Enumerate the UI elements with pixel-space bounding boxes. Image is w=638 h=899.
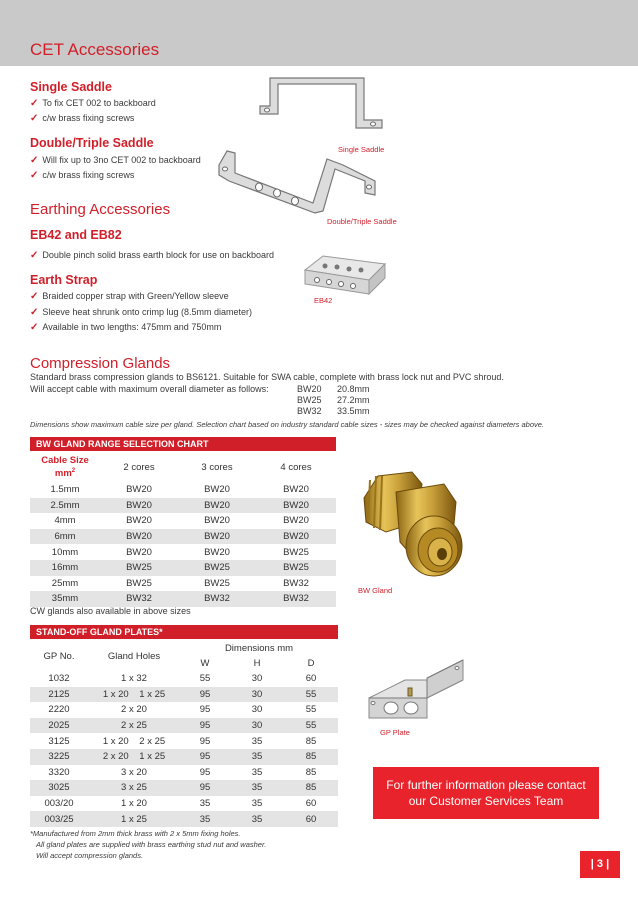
- gp-cell-number: 1032: [48, 673, 70, 685]
- bw-cell-gland: BW20: [256, 529, 336, 545]
- single-saddle-bullet-1: ✓ To fix CET 002 to backboard: [30, 98, 156, 109]
- gp-cell-w: 95: [199, 704, 211, 716]
- gland-size-2: 27.2mm: [337, 395, 370, 405]
- bw-cell-size: 35mm: [30, 591, 100, 607]
- gp-cell-holes: 2 x 25: [88, 718, 180, 734]
- gland-code-1: BW20: [297, 384, 322, 394]
- gp-cell-holes: 1 x 20 1 x 25: [88, 687, 180, 703]
- gp-row: [30, 796, 338, 812]
- bw-row: [30, 498, 336, 514]
- bw-chart-table: [30, 452, 336, 607]
- bw-chart-title: BW GLAND RANGE SELECTION CHART: [30, 437, 336, 451]
- gp-head-number: GP No.: [43, 650, 75, 662]
- bw-row: [30, 482, 336, 498]
- bw-cell-gland: BW20: [283, 484, 309, 496]
- gp-dim-h: H: [253, 658, 261, 669]
- gp-cell-number: 003/25: [30, 811, 88, 827]
- gp-row: [30, 687, 338, 703]
- bw-gland-image: [356, 462, 468, 584]
- gp-row: [30, 718, 338, 734]
- bw-cell-gland: BW20: [178, 529, 256, 545]
- bw-cell-size: 16mm: [30, 560, 100, 576]
- compression-line-2: Will accept cable with maximum overall diameter as follows:: [30, 384, 269, 394]
- bw-cell-gland: BW20: [204, 515, 230, 527]
- bw-cell-gland: BW25: [256, 560, 336, 576]
- gp-cell-number: 2220: [48, 704, 70, 716]
- gp-cell-d: 85: [284, 780, 338, 796]
- gp-cell-h: 35: [230, 749, 284, 765]
- gp-cell-d: 85: [305, 735, 317, 747]
- bw-cell-gland: BW25: [100, 560, 178, 576]
- gp-cell-d: 60: [284, 811, 338, 827]
- page-title: CET Accessories: [30, 40, 160, 59]
- strap-bullet-2: ✓ Sleeve heat shrunk onto crimp lug (8.5mm diameter): [30, 307, 252, 318]
- gp-cell-w: 55: [199, 673, 211, 685]
- bw-cell-gland: BW20: [126, 515, 152, 527]
- gp-cell-number: 3125: [48, 735, 70, 747]
- bw-cell-gland: BW20: [126, 546, 152, 558]
- gp-cell-h: 35: [251, 735, 263, 747]
- bw-head-col: 4 cores: [256, 452, 336, 482]
- gp-table: [30, 641, 338, 827]
- gp-footnote-2: All gland plates are supplied with brass earthing stud nut and washer.: [36, 840, 267, 849]
- gp-cell-holes: 2 x 20: [121, 704, 147, 716]
- bw-cell-gland: BW25: [283, 546, 309, 558]
- check-icon: ✓: [30, 291, 39, 302]
- bw-cell-gland: BW20: [204, 484, 230, 496]
- gp-cell-w: 95: [180, 749, 230, 765]
- bw-header-row: [30, 452, 336, 482]
- contact-line-2: our Customer Services Team: [408, 794, 564, 808]
- bw-cell-gland: BW32: [283, 577, 309, 589]
- bw-cell-gland: BW20: [100, 529, 178, 545]
- strap-bullet-1: ✓ Braided copper strap with Green/Yellow sleeve: [30, 291, 229, 302]
- gland-size-3: 33.5mm: [337, 406, 370, 416]
- gland-code-2: BW25: [297, 395, 322, 405]
- bw-cell-size: 1.5mm: [50, 484, 80, 496]
- gp-cell-number: 2025: [30, 718, 88, 734]
- gp-dim-d: D: [307, 658, 315, 669]
- bw-gland-caption: BW Gland: [358, 586, 393, 595]
- bw-cell-gland: BW25: [204, 577, 230, 589]
- bw-cell-gland: BW25: [178, 560, 256, 576]
- earth-strap-heading: Earth Strap: [30, 273, 98, 287]
- bw-cell-gland: BW32: [100, 591, 178, 607]
- bw-row: [30, 544, 336, 560]
- gp-cell-holes: 1 x 20: [121, 798, 147, 810]
- gp-table-title: STAND-OFF GLAND PLATES*: [30, 625, 338, 639]
- gp-cell-w: 95: [180, 780, 230, 796]
- gp-cell-h: 30: [230, 687, 284, 703]
- gp-cell-h: 35: [251, 766, 263, 778]
- gp-cell-w: 95: [199, 735, 211, 747]
- gp-row: [30, 671, 338, 687]
- eb42-caption: EB42: [314, 296, 333, 305]
- eb-bullet: ✓ Double pinch solid brass earth block for use on backboard: [30, 250, 275, 261]
- gp-cell-w: 35: [199, 798, 211, 810]
- gp-cell-number: 3320: [48, 766, 70, 778]
- check-icon: ✓: [30, 170, 39, 181]
- gp-head-dims: Dimensions mm: [224, 643, 294, 654]
- gp-cell-d: 85: [305, 766, 317, 778]
- bw-head-col: 2 cores: [100, 452, 178, 482]
- gp-cell-d: 55: [284, 718, 338, 734]
- gp-row: [30, 765, 338, 781]
- gp-cell-d: 60: [305, 798, 317, 810]
- bw-cell-gland: BW20: [283, 515, 309, 527]
- bw-row: [30, 591, 336, 607]
- strap-bullet-3: ✓ Available in two lengths: 475mm and 750mm: [30, 322, 222, 333]
- check-icon: ✓: [30, 98, 39, 109]
- check-icon: ✓: [30, 322, 39, 333]
- bw-cell-gland: BW20: [178, 498, 256, 514]
- contact-box: [373, 767, 599, 819]
- bw-row: [30, 560, 336, 576]
- cw-note: CW glands also available in above sizes: [30, 606, 191, 616]
- gp-plate-caption: GP Plate: [380, 728, 410, 737]
- gp-cell-holes: 1 x 25: [88, 811, 180, 827]
- gp-cell-w: 95: [180, 718, 230, 734]
- gp-cell-h: 30: [251, 704, 263, 716]
- check-icon: ✓: [30, 250, 39, 261]
- gp-row: [30, 780, 338, 796]
- bw-cell-gland: BW20: [204, 546, 230, 558]
- gp-cell-h: 30: [251, 673, 263, 685]
- gp-head-holes: Gland Holes: [107, 650, 161, 662]
- bw-row: [30, 513, 336, 529]
- gp-cell-number: 3025: [30, 780, 88, 796]
- bw-cell-size: 4mm: [54, 515, 76, 527]
- gp-cell-d: 60: [305, 673, 317, 685]
- bw-row: [30, 576, 336, 592]
- single-saddle-bullet-2: ✓ c/w brass fixing screws: [30, 113, 135, 124]
- gp-cell-h: 35: [230, 780, 284, 796]
- bw-cell-size: 10mm: [51, 546, 79, 558]
- contact-line-1: For further information please contact: [386, 778, 586, 792]
- gp-cell-number: 2125: [30, 687, 88, 703]
- gp-row: [30, 702, 338, 718]
- gp-plate-image: [365, 658, 470, 728]
- double-saddle-caption: Double/Triple Saddle: [327, 217, 397, 226]
- gland-size-1: 20.8mm: [337, 384, 370, 394]
- gp-cell-holes: 1 x 20 2 x 25: [102, 735, 166, 747]
- bw-cell-gland: BW20: [256, 498, 336, 514]
- selection-note: Dimensions show maximum cable size per gland. Selection chart based on industry standard cable sizes - sizes may be checked against diameters above.: [30, 420, 545, 429]
- gp-cell-number: 003/20: [44, 798, 74, 810]
- gp-cell-h: 35: [251, 798, 263, 810]
- double-saddle-bullet-1: ✓ Will fix up to 3no CET 002 to backboard: [30, 155, 201, 166]
- gland-code-3: BW32: [297, 406, 322, 416]
- single-saddle-heading: Single Saddle: [30, 80, 112, 94]
- gp-dim-w: W: [200, 658, 210, 669]
- header-band: [0, 0, 638, 66]
- gp-footnote-1: *Manufactured from 2mm thick brass with 2 x 5mm fixing holes.: [30, 829, 241, 838]
- bw-head-cable: Cable Size $mm^2$: [30, 452, 100, 482]
- compression-heading: Compression Glands: [30, 355, 171, 372]
- gp-cell-d: 55: [305, 704, 317, 716]
- bw-head-col: 3 cores: [178, 452, 256, 482]
- gp-header-row: [30, 641, 338, 656]
- gp-cell-h: 30: [230, 718, 284, 734]
- bw-cell-gland: BW32: [178, 591, 256, 607]
- gp-cell-d: 55: [284, 687, 338, 703]
- gp-cell-holes: 2 x 20 1 x 25: [88, 749, 180, 765]
- bw-cell-gland: BW32: [256, 591, 336, 607]
- eb42-image: [297, 250, 389, 298]
- gp-row: [30, 811, 338, 827]
- bw-cell-gland: BW20: [126, 484, 152, 496]
- bw-cell-gland: BW25: [126, 577, 152, 589]
- bw-cell-gland: BW20: [100, 498, 178, 514]
- check-icon: ✓: [30, 155, 39, 166]
- gp-cell-number: 3225: [30, 749, 88, 765]
- earthing-heading: Earthing Accessories: [30, 201, 171, 218]
- eb-heading: EB42 and EB82: [30, 228, 122, 242]
- page-number: | 3 |: [580, 851, 620, 878]
- gp-row: [30, 733, 338, 749]
- gp-cell-w: 95: [199, 766, 211, 778]
- double-saddle-heading: Double/Triple Saddle: [30, 136, 154, 150]
- single-saddle-caption: Single Saddle: [338, 145, 385, 154]
- gp-cell-w: 95: [180, 687, 230, 703]
- gp-row: [30, 749, 338, 765]
- single-saddle-image: [258, 76, 388, 144]
- gp-cell-d: 85: [284, 749, 338, 765]
- double-saddle-image: [215, 145, 385, 220]
- bw-cell-size: 6mm: [30, 529, 100, 545]
- gp-cell-holes: 3 x 20: [121, 766, 147, 778]
- bw-row: [30, 529, 336, 545]
- check-icon: ✓: [30, 307, 39, 318]
- gp-cell-w: 35: [180, 811, 230, 827]
- gp-cell-holes: 3 x 25: [88, 780, 180, 796]
- compression-line-1: Standard brass compression glands to BS6121. Suitable for SWA cable, complete with brass lock nut and PVC shroud.: [30, 372, 504, 382]
- bw-cell-size: 2.5mm: [30, 498, 100, 514]
- double-saddle-bullet-2: ✓ c/w brass fixing screws: [30, 170, 135, 181]
- gp-footnote-3: Will accept compression glands.: [36, 851, 144, 860]
- check-icon: ✓: [30, 113, 39, 124]
- gp-cell-h: 35: [230, 811, 284, 827]
- gp-cell-holes: 1 x 32: [121, 673, 147, 685]
- bw-cell-size: 25mm: [51, 577, 79, 589]
